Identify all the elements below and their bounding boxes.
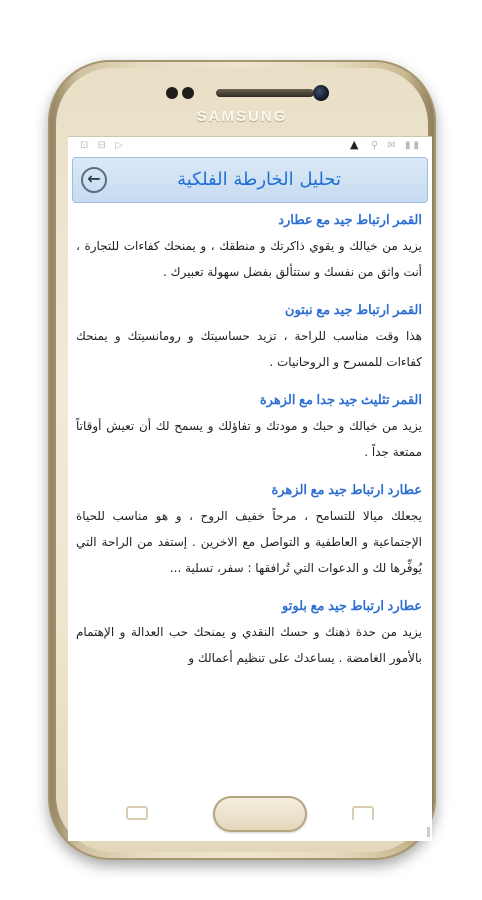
screen <box>68 136 432 841</box>
entry-title: القمر تثليث جيد جدا مع الزهرة <box>259 392 422 407</box>
scrollbar[interactable] <box>427 827 430 837</box>
entry-body: يزيد من خيالك و حبك و مودتك و تفاؤلك و يسمح لك أن تعيش أوقاتاً ممتعة جداً . <box>76 419 422 459</box>
entry-title: القمر ارتباط جيد مع نبتون <box>284 302 422 317</box>
list-item <box>76 207 422 285</box>
entry-title: عطارد ارتباط جيد مع الزهرة <box>271 482 422 497</box>
earpiece-speaker <box>216 89 314 97</box>
list-item <box>76 477 422 581</box>
signal-icon: ▲ <box>350 138 359 151</box>
list-item <box>76 297 422 375</box>
notification-icons: ⊡ ⊟ ▷ <box>80 140 126 151</box>
proximity-sensor-icon <box>166 87 178 99</box>
entry-body: يجعلك ميالا للتسامح ، مرحاً خفيف الروح ، و هو مناسب للحياة الإجتماعية و العاطفية و التواصل مع الاخرين . إستفد من الراحة التي يُوفِّرها لك و الدعوات التي تُرافقها : سفر، تسلية ... <box>76 509 422 575</box>
brand-logo: SAMSUNG <box>196 108 288 125</box>
list-item <box>76 593 422 671</box>
list-item <box>76 387 422 465</box>
front-camera-icon <box>313 85 329 101</box>
app-header <box>72 157 428 203</box>
page-title: تحليل الخارطة الفلكية <box>177 169 341 190</box>
phone-frame <box>48 60 436 860</box>
back-key-icon[interactable] <box>352 806 374 820</box>
content-list <box>68 203 432 671</box>
entry-title: القمر ارتباط جيد مع عطارد <box>278 212 422 227</box>
phone-bezel <box>56 68 428 852</box>
status-bar <box>68 137 432 157</box>
home-button[interactable] <box>213 796 307 832</box>
entry-title: عطارد ارتباط جيد مع بلوتو <box>282 598 422 613</box>
entry-body: يزيد من خيالك و يقوي ذاكرتك و منطقك ، و يمنحك كفاءات للتجارة ، أنت واثق من نفسك و ستتألق بفضل سهولة تعبيرك . <box>76 239 422 279</box>
entry-body: يزيد من حدة ذهنك و حسك النقدي و يمنحك حب العدالة و الإهتمام بالأمور الغامضة . يساعدك على تنظيم أعمالك و <box>76 625 422 665</box>
light-sensor-icon <box>182 87 194 99</box>
entry-body: هذا وقت مناسب للراحة ، تزيد حساسيتك و رومانسيتك و يمنحك كفاءات للمسرح و الروحانيات . <box>76 329 422 369</box>
system-icons: ⚲ ✉ ▮▮ <box>370 140 422 151</box>
recent-apps-icon[interactable] <box>126 806 148 820</box>
back-arrow-icon[interactable]: ← <box>81 167 107 193</box>
